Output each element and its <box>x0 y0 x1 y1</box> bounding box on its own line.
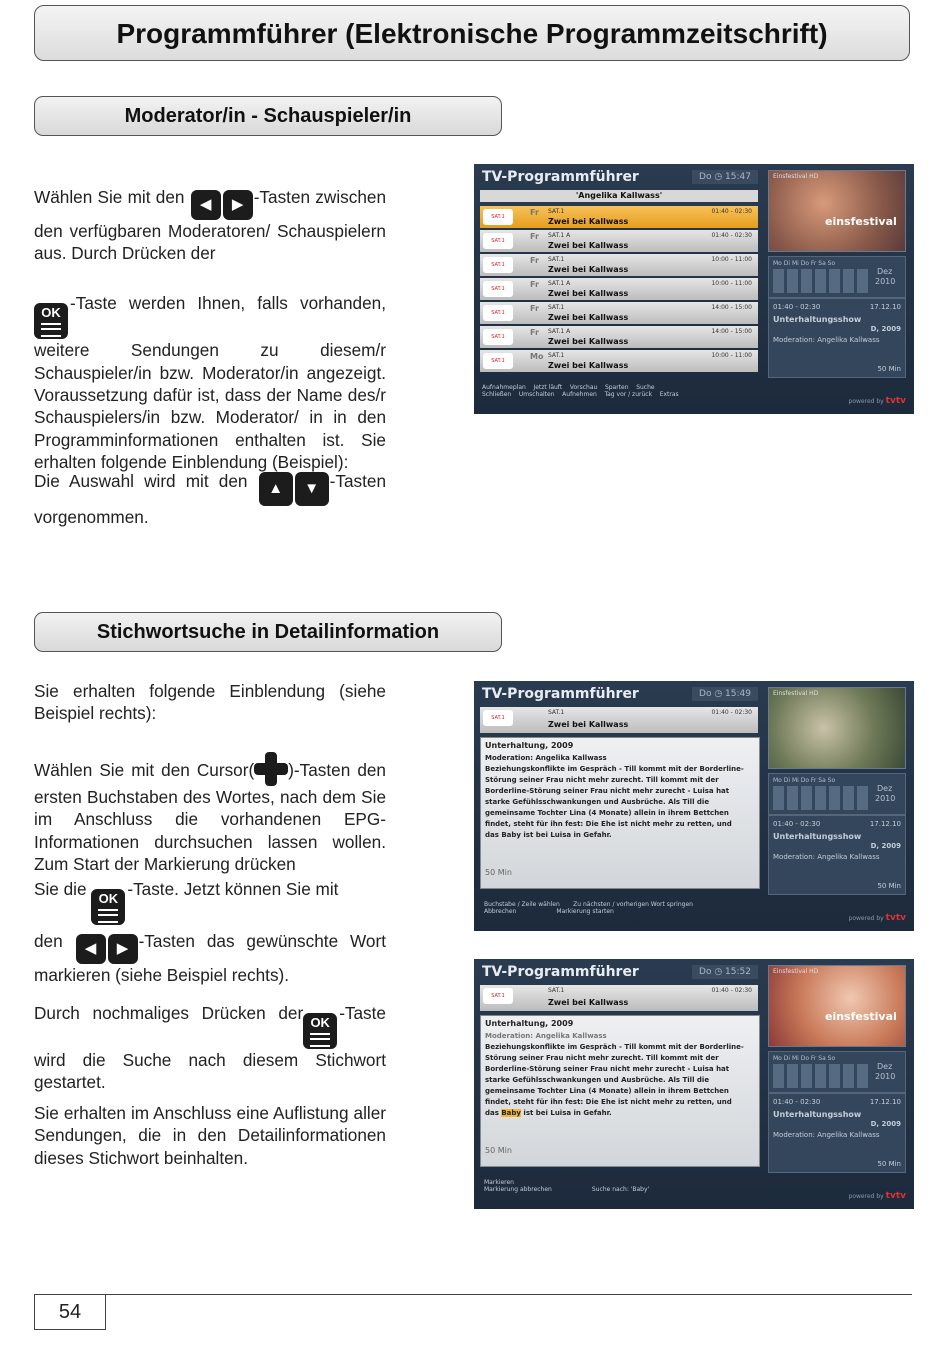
program-info: 01:40 - 02:30 17.12.10 Unterhaltungsshow D, 2009 Moderation: Angelika Kallwass 50 Min <box>768 1093 906 1173</box>
right-key-icon: ▶ <box>108 934 138 964</box>
section1-paragraph-2: Die Auswahl wird mit den ▲ ▼ -Tasten vorgenommen. <box>34 471 387 527</box>
section-heading-keyword: Stichwortsuche in Detailinformation <box>34 612 502 652</box>
preview-image: Einsfestival HD <box>768 687 906 769</box>
detail-text-box: Unterhaltung, 2009 Moderation: Angelika Kallwass Beziehungskonflikte im Gespräch - Till kommt mit der Borderline-Störung seiner Frau nicht mehr zurecht. Till kommt mit der Borderline-Störung seiner Frau nicht mehr zurecht - Luisa hat starke Gefühlsschwankungen und Ausbrüche. Als Till die gemeinsame Tochter Lina (4 Monate) allein in ihrem Bettchen findet, steht für ihn fest: Die Ehe ist nicht mehr zu retten, und das Baby ist bei Luisa in Gefahr. 50 Min <box>480 1015 760 1167</box>
ok-key-icon: OK <box>34 303 68 339</box>
tv-title: TV-Programmführer <box>482 964 639 980</box>
section1-paragraph-1: Wählen Sie mit den ◀ ▶ -Tasten zwischen den verfügbaren Moderatoren/ Schauspielern aus. Durch Drücken der OK -Taste werden Ihnen, falls vorhanden, weitere Sendungen zu diesem/r Schauspieler/in bzw. Moderator/in angezeigt. Voraussetzung dafür ist, dass der Name des/r Schauspielers/in bzw. Moderator/ in in den Programminformationen enthalten ist. Sie erhalten folgende Einblendung (Beispiel): <box>34 187 387 473</box>
detail-text-box: Unterhaltung, 2009 Moderation: Angelika Kallwass Beziehungskonflikte im Gespräch - Till kommt mit der Borderline-Störung seiner Frau nicht mehr zurecht. Till kommt mit der Borderline-Störung seiner Frau nicht mehr zurecht - Luisa hat starke Gefühlsschwankungen und Ausbrüche. Als Till die gemeinsame Tochter Lina (4 Monate) allein in ihrem Bettchen findet, steht für ihn fest: Die Ehe ist nicht mehr zu retten, und das Baby ist bei Luisa in Gefahr. 50 Min <box>480 737 760 889</box>
preview-image: Einsfestival HD einsfestival <box>768 170 906 252</box>
right-key-icon: ▶ <box>223 190 253 220</box>
section2-paragraph-3: Sie die OK -Taste. Jetzt können Sie mit <box>34 878 386 925</box>
highlighted-word: Baby <box>501 1109 521 1117</box>
section2-paragraph-1: Sie erhalten folgende Einblendung (siehe Beispiel rechts): <box>34 681 386 724</box>
program-row[interactable]: SAT.1 Fr SAT.1 A 01:40 - 02:30 Zwei bei Kallwass <box>480 230 758 252</box>
tv2-legend: Buchstabe / Zeile wählen Zu nächsten / vorherigen Wort springen Abbrechen Markierung starten <box>484 901 693 915</box>
calendar: Mo Di Mi Do Fr Sa So Dez 2010 <box>768 1051 906 1093</box>
search-label: 'Angelika Kallwass' <box>480 190 758 202</box>
program-header: SAT.1 SAT.1 01:40 - 02:30 Zwei bei Kallwass <box>480 985 758 1011</box>
tv-screen-detail: TV-Programmführer Do ◷ 15:49 Einsfestival HD SAT.1 SAT.1 01:40 - 02:30 Zwei bei Kallwass Unterhaltung, 2009 Moderation: Angelika Kallwass Beziehungskonflikte im Gespräch - Till kommt mit der Borderline-Störung seiner Frau nicht mehr zurecht. Till kommt mit der Borderline-Störung seiner Frau nicht mehr zurecht - Luisa hat starke Gefühlsschwankungen und Ausbrüche. Als Till die gemeinsame Tochter Lina (4 Monate) allein in ihrem Bettchen findet, steht für ihn fest: Die Ehe ist nicht mehr zu retten, und das Baby ist bei Luisa in Gefahr. 50 Min Mo Di Mi Do Fr Sa So Dez 2010 01:40 - 02:30 17.12.10 Unterhaltungsshow D, 2009 Moderation: Angelika Kallwass 50 Min Buchstabe / Zeile wählen Zu nächsten / vorherigen Wort springen Abbrechen Markierung starten powered by tvtv <box>474 681 914 931</box>
ok-key-icon: OK <box>303 1013 337 1049</box>
program-row[interactable]: SAT.1 Fr SAT.1 14:00 - 15:00 Zwei bei Kallwass <box>480 302 758 324</box>
tv1-legend: Aufnahmeplan Jetzt läuft Vorschau Sparten Suche Schließen Umschalten Aufnehmen Tag vor / zurück Extras <box>482 384 679 398</box>
tv-title: TV-Programmführer <box>482 686 639 702</box>
tv-screen-actor-search: TV-Programmführer Do ◷ 15:47 Einsfestival HD einsfestival 'Angelika Kallwass' Mo Di Mi Do Fr Sa So Dez 2010 01:40 - 02:30 17.12.10 Unterhaltungsshow D, 2009 Moderation: Angelika Kallwass 50 Min SAT.1 Fr SAT.1 01:40 - 02:30 Zwei bei Kallwass SAT.1 Fr SAT.1 A 01:40 - 02:30 Zwei bei Kallwass SAT.1 Fr SAT.1 10:00 - 11:00 Zwei bei Kallwass SAT.1 Fr SAT.1 A 10:00 - 11:00 Zwei bei Kallwass SAT.1 Fr SAT.1 14:00 - 15:00 Zwei bei Kallwass SAT.1 Fr SAT.1 A 14:00 - 15:00 Zwei bei Kallwass SAT.1 Mo SAT.1 10:00 - 11:00 Zwei bei Kallwass Aufnahmeplan Jetzt läuft Vorschau Sparten Suche Schließen Umschalten Aufnehmen Tag vor / zurück Extras powered by tvtv <box>474 164 914 414</box>
section2-paragraph-2: Wählen Sie mit den Cursor( )-Tasten den ersten Buchstaben des Wortes, nach dem Sie im Anschluss die vorhandenen EPG-Informationen durchsuchen lassen wollen. Zum Start der Markierung drücken <box>34 752 386 876</box>
program-header: SAT.1 SAT.1 01:40 - 02:30 Zwei bei Kallwass <box>480 707 758 733</box>
program-info: 01:40 - 02:30 17.12.10 Unterhaltungsshow D, 2009 Moderation: Angelika Kallwass 50 Min <box>768 298 906 378</box>
calendar: Mo Di Mi Do Fr Sa So Dez 2010 <box>768 256 906 298</box>
program-info: 01:40 - 02:30 17.12.10 Unterhaltungsshow D, 2009 Moderation: Angelika Kallwass 50 Min <box>768 815 906 895</box>
left-key-icon: ◀ <box>191 190 221 220</box>
program-row[interactable]: SAT.1 Fr SAT.1 A 10:00 - 11:00 Zwei bei Kallwass <box>480 278 758 300</box>
program-row[interactable]: SAT.1 Fr SAT.1 01:40 - 02:30 Zwei bei Kallwass <box>480 206 758 228</box>
up-key-icon: ▲ <box>259 472 293 506</box>
left-key-icon: ◀ <box>76 934 106 964</box>
program-row[interactable]: SAT.1 Fr SAT.1 A 14:00 - 15:00 Zwei bei Kallwass <box>480 326 758 348</box>
section2-paragraph-6: Sie erhalten im Anschluss eine Auflistung aller Sendungen, die in den Detailinformationen dieses Stichwort beinhalten. <box>34 1103 386 1168</box>
page-number: 54 <box>34 1294 106 1330</box>
section2-paragraph-4: den ◀ ▶ -Tasten das gewünschte Wort markieren (siehe Beispiel rechts). <box>34 931 386 985</box>
calendar: Mo Di Mi Do Fr Sa So Dez 2010 <box>768 773 906 815</box>
footer-line <box>34 1294 912 1295</box>
tv-clock: Do ◷ 15:49 <box>692 687 758 701</box>
cursor-key-icon <box>254 752 288 786</box>
program-row[interactable]: SAT.1 Mo SAT.1 10:00 - 11:00 Zwei bei Kallwass <box>480 350 758 372</box>
tv-screen-marked: TV-Programmführer Do ◷ 15:52 Einsfestival HD einsfestival SAT.1 SAT.1 01:40 - 02:30 Zwei bei Kallwass Unterhaltung, 2009 Moderation: Angelika Kallwass Beziehungskonflikte im Gespräch - Till kommt mit der Borderline-Störung seiner Frau nicht mehr zurecht. Till kommt mit der Borderline-Störung seiner Frau nicht mehr zurecht - Luisa hat starke Gefühlsschwankungen und Ausbrüche. Als Till die gemeinsame Tochter Lina (4 Monate) allein in ihrem Bettchen findet, steht für ihn fest: Die Ehe ist nicht mehr zu retten, und das Baby ist bei Luisa in Gefahr. 50 Min Mo Di Mi Do Fr Sa So Dez 2010 01:40 - 02:30 17.12.10 Unterhaltungsshow D, 2009 Moderation: Angelika Kallwass 50 Min Markieren Markierung abbrechen Suche nach: 'Baby' powered by tvtv <box>474 959 914 1209</box>
tv-clock: Do ◷ 15:52 <box>692 965 758 979</box>
preview-image: Einsfestival HD einsfestival <box>768 965 906 1047</box>
page-title: Programmführer (Elektronische Programmzeitschrift) <box>34 5 910 61</box>
section2-paragraph-5: Durch nochmaliges Drücken der OK -Taste wird die Suche nach diesem Stichwort gestartet. <box>34 1003 386 1093</box>
tv3-legend: Markieren Markierung abbrechen Suche nach: 'Baby' <box>484 1179 650 1193</box>
program-row[interactable]: SAT.1 Fr SAT.1 10:00 - 11:00 Zwei bei Kallwass <box>480 254 758 276</box>
down-key-icon: ▼ <box>295 472 329 506</box>
ok-key-icon: OK <box>91 889 125 925</box>
tv-title: TV-Programmführer <box>482 169 639 185</box>
tv-clock: Do ◷ 15:47 <box>692 170 758 184</box>
section-heading-moderator: Moderator/in - Schauspieler/in <box>34 96 502 136</box>
